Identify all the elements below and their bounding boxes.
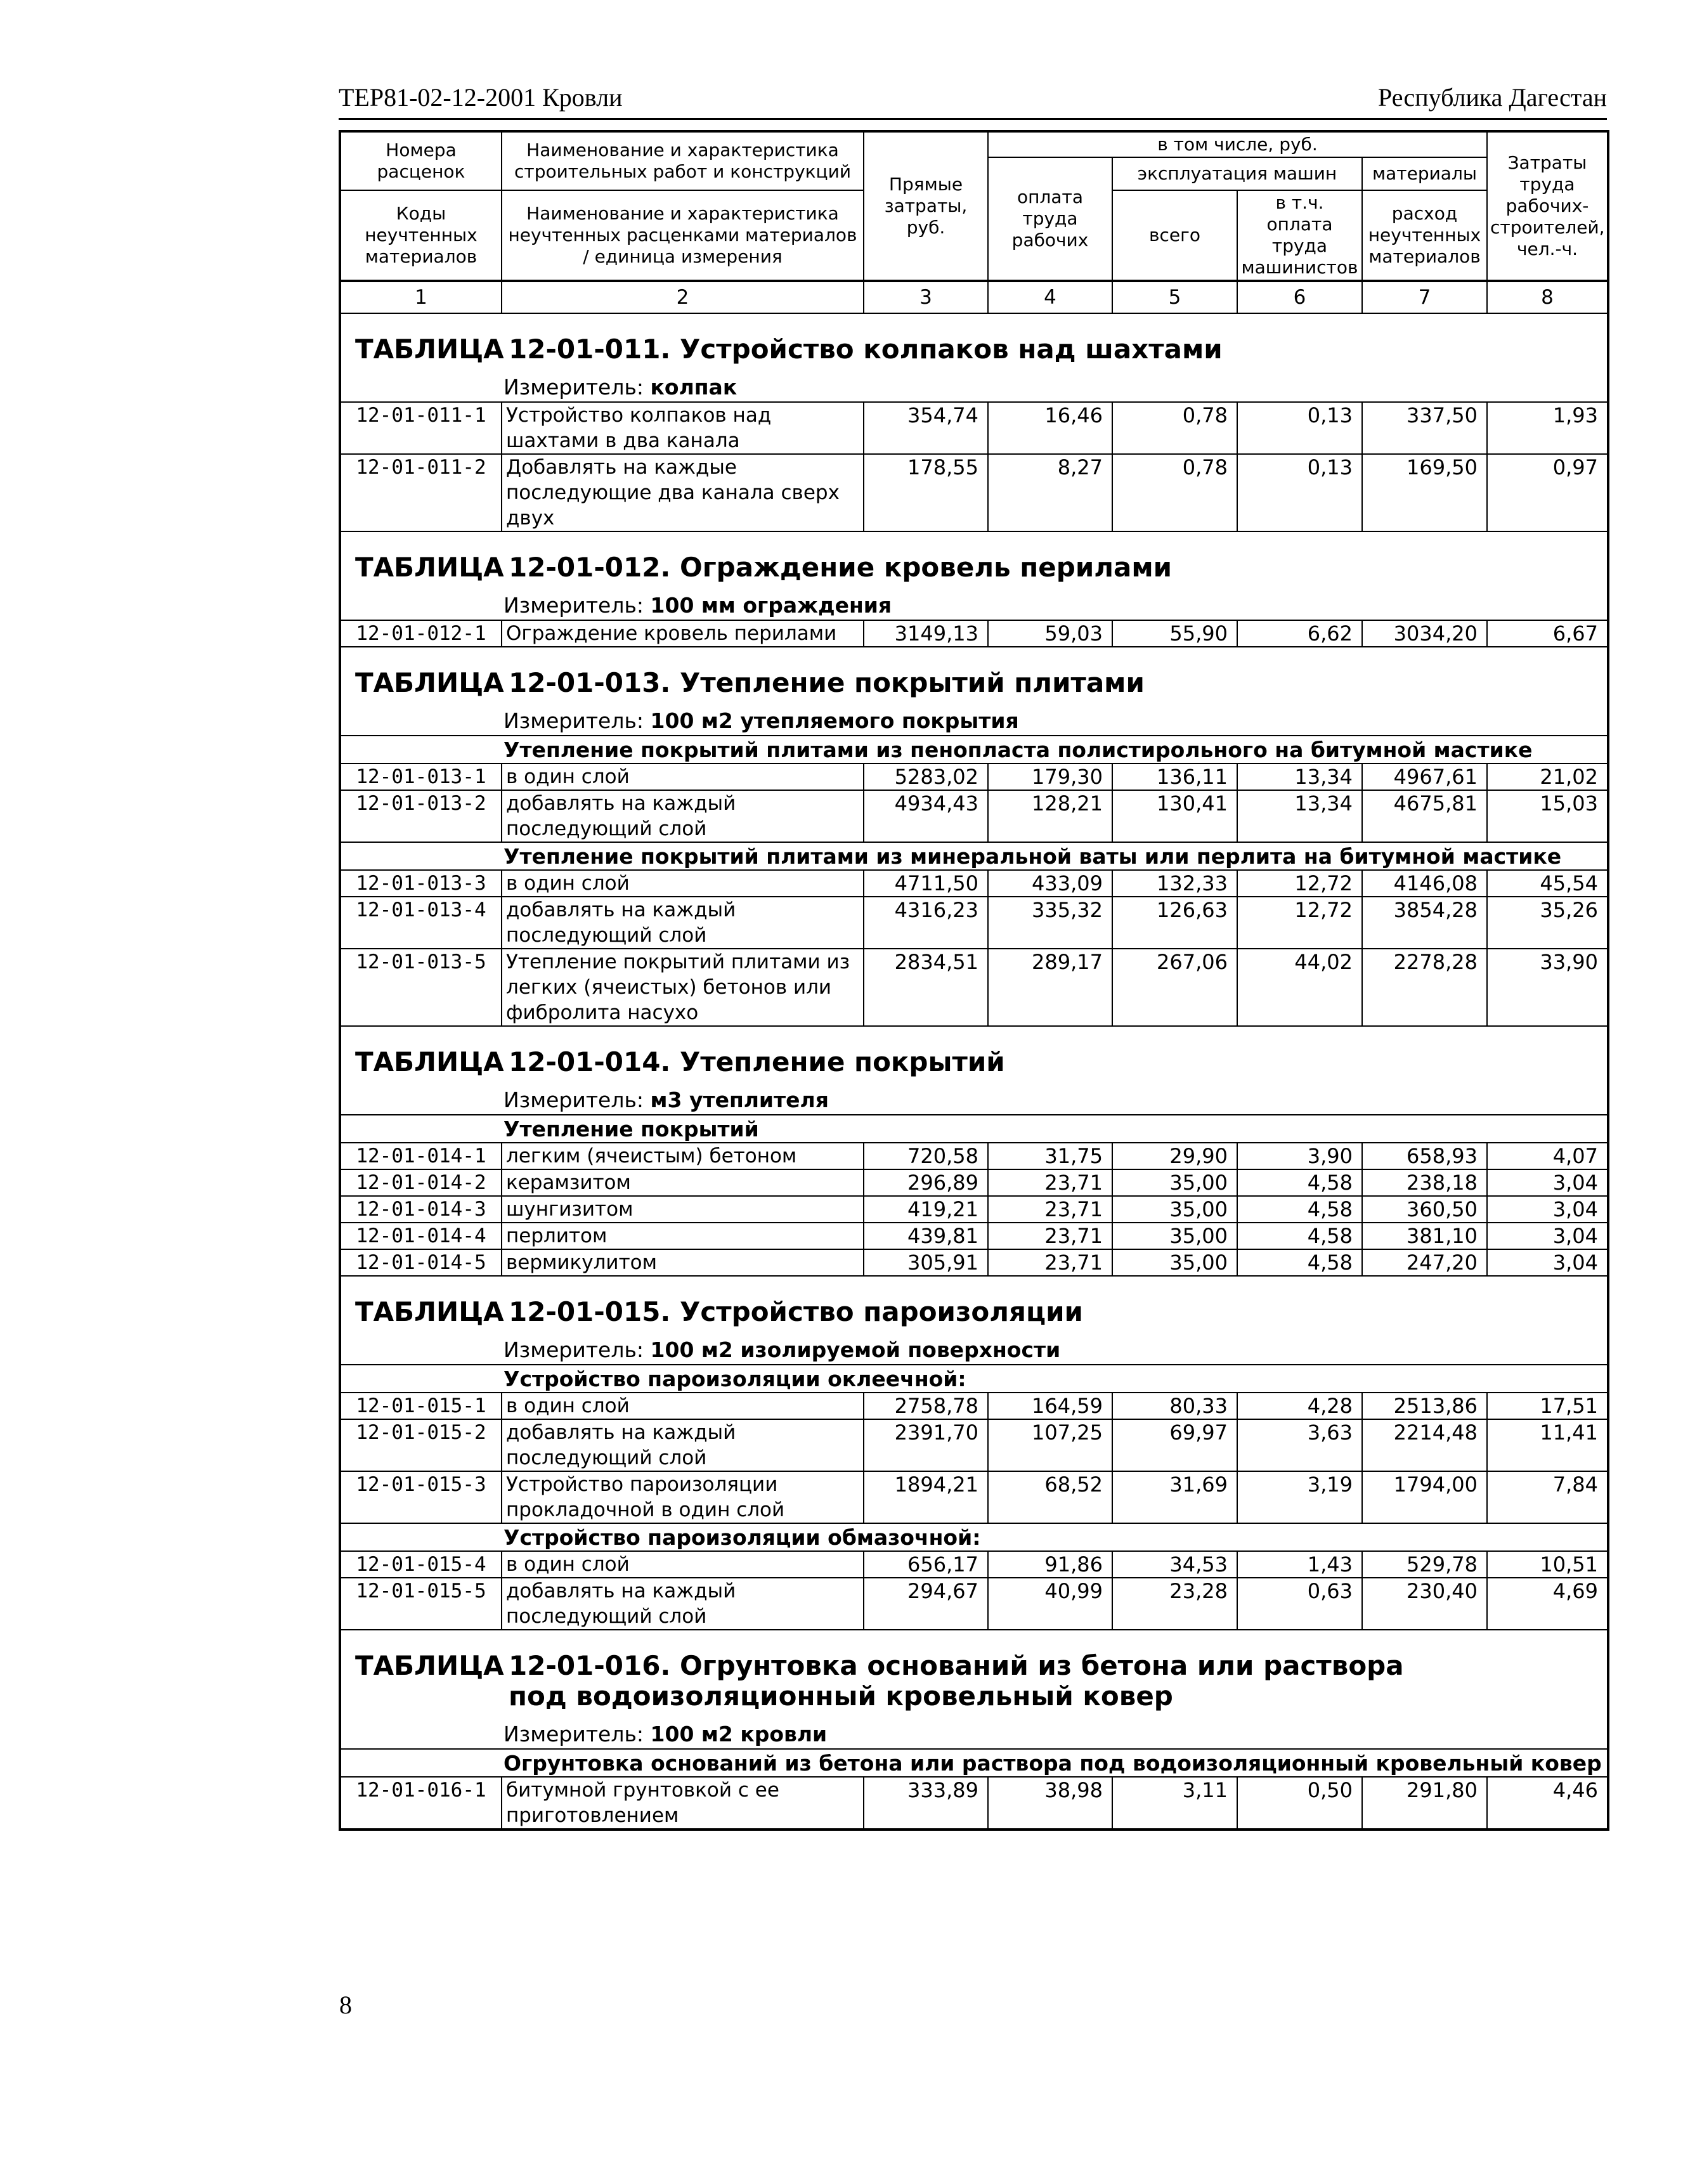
rate-code: 12-01-013-1 [340,764,502,790]
value-machines: 29,90 [1112,1143,1237,1169]
value-hours: 7,84 [1487,1471,1608,1523]
col8-header: Затраты труда рабочих-строителей, чел.-ч. [1487,131,1608,281]
table-row [340,620,1608,647]
table-heading [509,1651,1460,1712]
table-body [340,313,1608,1830]
table-label: ТАБЛИЦА [355,552,504,583]
value-direct: 2758,78 [864,1393,988,1419]
work-name: перлитом [502,1223,864,1249]
value-machines: 130,41 [1112,790,1237,842]
value-direct: 296,89 [864,1169,988,1196]
column-number: 8 [1487,281,1608,313]
value-hours: 4,69 [1487,1578,1608,1630]
table-label: ТАБЛИЦА [355,1650,504,1681]
table-row [340,1249,1608,1276]
value-direct: 178,55 [864,454,988,531]
value-direct: 333,89 [864,1777,988,1830]
unit-cell [340,705,1608,736]
work-name: в один слой [502,764,864,790]
table-title [340,1276,1608,1334]
value-direct: 5283,02 [864,764,988,790]
value-direct: 4934,43 [864,790,988,842]
value-operators: 3,19 [1237,1471,1362,1523]
table-title-row [340,1026,1608,1084]
value-machines: 69,97 [1112,1419,1237,1471]
value-hours: 3,04 [1487,1196,1608,1223]
subsection-row [340,1749,1608,1777]
value-machines: 55,90 [1112,620,1237,647]
value-labor: 38,98 [988,1777,1112,1830]
value-labor: 8,27 [988,454,1112,531]
value-machines: 3,11 [1112,1777,1237,1830]
value-machines: 35,00 [1112,1223,1237,1249]
value-operators: 44,02 [1237,949,1362,1026]
unit-row [340,705,1608,736]
table-heading [509,1297,1083,1327]
table-code: 12-01-012. [509,552,671,583]
table-label: ТАБЛИЦА [355,1046,504,1077]
table-title [340,1026,1608,1084]
work-name: добавлять на каждый последующий слой [502,1419,864,1471]
unit-value: 100 м2 изолируемой поверхности [650,1337,1061,1362]
value-materials: 381,10 [1362,1223,1487,1249]
table-row [340,1471,1608,1523]
rates-table [339,130,1609,1831]
table-title-text: Ограждение кровель перилами [680,552,1173,583]
table-row [340,1393,1608,1419]
unit-row [340,1334,1608,1365]
table-row [340,1419,1608,1471]
column-number: 5 [1112,281,1237,313]
value-operators: 4,58 [1237,1169,1362,1196]
value-materials: 3854,28 [1362,897,1487,949]
table-heading [509,668,1145,698]
value-materials: 337,50 [1362,402,1487,454]
work-name: легким (ячеистым) бетоном [502,1143,864,1169]
document-code: ТЕР81-02-12-2001 Кровли [339,83,623,112]
rate-code: 12-01-012-1 [340,620,502,647]
value-hours: 3,04 [1487,1249,1608,1276]
subsection-title: Утепление покрытий плитами из пенопласта полистирольного на битумной мастике [340,736,1608,764]
rate-code: 12-01-014-3 [340,1196,502,1223]
running-header [339,82,1607,118]
value-operators: 13,34 [1237,790,1362,842]
subsection-row [340,1365,1608,1393]
value-machines: 31,69 [1112,1471,1237,1523]
value-labor: 433,09 [988,870,1112,897]
col6-header: в т.ч. оплата труда машинистов [1237,190,1362,281]
col1-top-header: Номера расценок [340,131,502,190]
table-row [340,870,1608,897]
column-numbers-row [340,281,1608,313]
unit-value: 100 м2 кровли [650,1722,828,1746]
subsection-row [340,842,1608,870]
column-number: 1 [340,281,502,313]
value-operators: 0,13 [1237,402,1362,454]
value-materials: 2214,48 [1362,1419,1487,1471]
value-labor: 179,30 [988,764,1112,790]
value-labor: 107,25 [988,1419,1112,1471]
value-machines: 35,00 [1112,1169,1237,1196]
value-materials: 238,18 [1362,1169,1487,1196]
column-number: 6 [1237,281,1362,313]
unit-label: Измеритель: [503,593,644,618]
unit-value: 100 м2 утепляемого покрытия [650,708,1019,733]
table-title [340,531,1608,589]
value-direct: 419,21 [864,1196,988,1223]
value-materials: 360,50 [1362,1196,1487,1223]
subsection-title: Устройство пароизоляции обмазочной: [340,1523,1608,1551]
col7-header: расход неучтенных материалов [1362,190,1487,281]
col5-header: всего [1112,190,1237,281]
unit-cell [340,1084,1608,1115]
rate-code: 12-01-014-5 [340,1249,502,1276]
materials-header: материалы [1362,157,1487,190]
value-operators: 0,50 [1237,1777,1362,1830]
table-title-text: Огрунтовка оснований из бетона или раствора под водоизоляционный кровельный ковер [509,1650,1404,1712]
value-labor: 23,71 [988,1196,1112,1223]
value-direct: 439,81 [864,1223,988,1249]
value-operators: 0,63 [1237,1578,1362,1630]
value-labor: 59,03 [988,620,1112,647]
table-head [340,131,1608,313]
unit-cell [340,589,1608,620]
table-title-text: Утепление покрытий плитами [680,667,1145,698]
machines-header: эксплуатация машин [1112,157,1362,190]
unit-cell [340,1718,1608,1749]
value-operators: 13,34 [1237,764,1362,790]
work-name: битумной грунтовкой с ее приготовлением [502,1777,864,1830]
value-labor: 164,59 [988,1393,1112,1419]
value-materials: 247,20 [1362,1249,1487,1276]
table-label: ТАБЛИЦА [355,1296,504,1327]
work-name: вермикулитом [502,1249,864,1276]
group-header: в том числе, руб. [988,131,1487,157]
subsection-row [340,1115,1608,1143]
value-machines: 0,78 [1112,402,1237,454]
value-operators: 12,72 [1237,870,1362,897]
value-direct: 294,67 [864,1578,988,1630]
table-heading [509,334,1223,365]
work-name: добавлять на каждый последующий слой [502,897,864,949]
value-hours: 35,26 [1487,897,1608,949]
table-row [340,1777,1608,1830]
table-row [340,1551,1608,1578]
work-name: Утепление покрытий плитами из легких (ячеистых) бетонов или фибролита насухо [502,949,864,1026]
table-row [340,454,1608,531]
col2-bottom-header: Наименование и характеристика неучтенных расценками материалов / единица измерения [502,190,864,281]
unit-row [340,589,1608,620]
work-name: Добавлять на каждые последующие два канала сверх двух [502,454,864,531]
table-code: 12-01-013. [509,667,671,698]
value-hours: 11,41 [1487,1419,1608,1471]
value-machines: 132,33 [1112,870,1237,897]
value-labor: 23,71 [988,1223,1112,1249]
col3-header: Прямые затраты, руб. [864,131,988,281]
rate-code: 12-01-015-1 [340,1393,502,1419]
value-operators: 4,58 [1237,1196,1362,1223]
table-code: 12-01-015. [509,1296,671,1327]
unit-row [340,1718,1608,1749]
subsection-title: Огрунтовка оснований из бетона или раствора под водоизоляционный кровельный ковер [340,1749,1608,1777]
column-number: 2 [502,281,864,313]
value-machines: 23,28 [1112,1578,1237,1630]
table-code: 12-01-016. [509,1650,671,1681]
value-direct: 4711,50 [864,870,988,897]
unit-cell [340,1334,1608,1365]
value-direct: 354,74 [864,402,988,454]
value-operators: 3,63 [1237,1419,1362,1471]
value-materials: 2278,28 [1362,949,1487,1026]
work-name: в один слой [502,1393,864,1419]
value-operators: 4,58 [1237,1223,1362,1249]
table-row [340,1578,1608,1630]
value-labor: 16,46 [988,402,1112,454]
unit-row [340,371,1608,402]
table-code: 12-01-011. [509,334,671,365]
rate-code: 12-01-011-1 [340,402,502,454]
value-labor: 68,52 [988,1471,1112,1523]
table-row [340,949,1608,1026]
column-number: 4 [988,281,1112,313]
table-title-text: Устройство колпаков над шахтами [680,334,1223,365]
table-row [340,764,1608,790]
value-operators: 6,62 [1237,620,1362,647]
value-materials: 4146,08 [1362,870,1487,897]
value-labor: 23,71 [988,1249,1112,1276]
value-hours: 4,07 [1487,1143,1608,1169]
value-hours: 3,04 [1487,1169,1608,1196]
subsection-title: Утепление покрытий [340,1115,1608,1143]
value-operators: 4,58 [1237,1249,1362,1276]
table-row [340,1169,1608,1196]
column-number: 3 [864,281,988,313]
table-row [340,1223,1608,1249]
value-machines: 35,00 [1112,1196,1237,1223]
subsection-row [340,1523,1608,1551]
work-name: Ограждение кровель перилами [502,620,864,647]
value-materials: 658,93 [1362,1143,1487,1169]
table-heading [509,552,1172,583]
work-name: керамзитом [502,1169,864,1196]
value-machines: 0,78 [1112,454,1237,531]
value-direct: 2391,70 [864,1419,988,1471]
value-hours: 10,51 [1487,1551,1608,1578]
work-name: Устройство пароизоляции прокладочной в один слой [502,1471,864,1523]
value-hours: 3,04 [1487,1223,1608,1249]
table-heading [509,1047,1005,1077]
value-direct: 656,17 [864,1551,988,1578]
table-title-row [340,531,1608,589]
value-direct: 2834,51 [864,949,988,1026]
value-direct: 720,58 [864,1143,988,1169]
col1-bottom-header: Коды неучтенных материалов [340,190,502,281]
rate-code: 12-01-011-2 [340,454,502,531]
table-title-text: Утепление покрытий [680,1046,1005,1077]
value-labor: 40,99 [988,1578,1112,1630]
value-hours: 1,93 [1487,402,1608,454]
table-row [340,790,1608,842]
table-row [340,1143,1608,1169]
subsection-title: Утепление покрытий плитами из минеральной ваты или перлита на битумной мастике [340,842,1608,870]
value-operators: 4,28 [1237,1393,1362,1419]
value-machines: 136,11 [1112,764,1237,790]
table-code: 12-01-014. [509,1046,671,1077]
value-hours: 33,90 [1487,949,1608,1026]
value-labor: 91,86 [988,1551,1112,1578]
value-hours: 15,03 [1487,790,1608,842]
rate-code: 12-01-013-4 [340,897,502,949]
value-direct: 305,91 [864,1249,988,1276]
unit-value: м3 утеплителя [650,1088,829,1112]
header-rule [339,118,1607,120]
table-title-row [340,1276,1608,1334]
value-materials: 1794,00 [1362,1471,1487,1523]
work-name: шунгизитом [502,1196,864,1223]
value-labor: 23,71 [988,1169,1112,1196]
work-name: добавлять на каждый последующий слой [502,790,864,842]
value-direct: 3149,13 [864,620,988,647]
table-title-row [340,1630,1608,1718]
table-title [340,1630,1608,1718]
col4-header: оплата труда рабочих [988,157,1112,281]
table-label: ТАБЛИЦА [355,667,504,698]
unit-label: Измеритель: [503,1088,644,1112]
unit-label: Измеритель: [503,1722,644,1746]
value-hours: 17,51 [1487,1393,1608,1419]
rate-code: 12-01-013-3 [340,870,502,897]
value-operators: 0,13 [1237,454,1362,531]
value-materials: 169,50 [1362,454,1487,531]
unit-cell [340,371,1608,402]
value-machines: 80,33 [1112,1393,1237,1419]
rate-code: 12-01-014-1 [340,1143,502,1169]
table-title-row [340,313,1608,371]
value-hours: 6,67 [1487,620,1608,647]
work-name: в один слой [502,1551,864,1578]
value-materials: 291,80 [1362,1777,1487,1830]
value-materials: 4675,81 [1362,790,1487,842]
value-labor: 289,17 [988,949,1112,1026]
work-name: добавлять на каждый последующий слой [502,1578,864,1630]
table-row [340,897,1608,949]
value-materials: 2513,86 [1362,1393,1487,1419]
value-machines: 126,63 [1112,897,1237,949]
table-label: ТАБЛИЦА [355,334,504,365]
subsection-title: Устройство пароизоляции оклеечной: [340,1365,1608,1393]
unit-value: колпак [650,375,737,400]
value-materials: 4967,61 [1362,764,1487,790]
unit-value: 100 мм ограждения [650,593,892,618]
value-materials: 3034,20 [1362,620,1487,647]
rate-code: 12-01-014-4 [340,1223,502,1249]
rate-code: 12-01-013-2 [340,790,502,842]
unit-row [340,1084,1608,1115]
col2-top-header: Наименование и характеристика строительных работ и конструкций [502,131,864,190]
work-name: Устройство колпаков над шахтами в два канала [502,402,864,454]
value-hours: 21,02 [1487,764,1608,790]
value-operators: 1,43 [1237,1551,1362,1578]
page-number: 8 [339,1991,352,2019]
work-name: в один слой [502,870,864,897]
value-direct: 4316,23 [864,897,988,949]
rate-code: 12-01-013-5 [340,949,502,1026]
table-title-text: Устройство пароизоляции [680,1296,1083,1327]
table-row [340,1196,1608,1223]
value-machines: 267,06 [1112,949,1237,1026]
rate-code: 12-01-015-4 [340,1551,502,1578]
column-number: 7 [1362,281,1487,313]
value-labor: 31,75 [988,1143,1112,1169]
value-direct: 1894,21 [864,1471,988,1523]
region-name: Республика Дагестан [1378,83,1607,112]
value-operators: 3,90 [1237,1143,1362,1169]
value-hours: 45,54 [1487,870,1608,897]
rate-code: 12-01-016-1 [340,1777,502,1830]
value-operators: 12,72 [1237,897,1362,949]
rate-code: 12-01-015-5 [340,1578,502,1630]
table-title [340,313,1608,371]
value-hours: 4,46 [1487,1777,1608,1830]
unit-label: Измеритель: [503,375,644,400]
value-materials: 230,40 [1362,1578,1487,1630]
rate-code: 12-01-015-3 [340,1471,502,1523]
table-row [340,402,1608,454]
table-title [340,647,1608,705]
value-labor: 335,32 [988,897,1112,949]
rate-code: 12-01-015-2 [340,1419,502,1471]
value-machines: 35,00 [1112,1249,1237,1276]
rate-code: 12-01-014-2 [340,1169,502,1196]
value-labor: 128,21 [988,790,1112,842]
subsection-row [340,736,1608,764]
unit-label: Измеритель: [503,1337,644,1362]
value-materials: 529,78 [1362,1551,1487,1578]
table-title-row [340,647,1608,705]
value-hours: 0,97 [1487,454,1608,531]
unit-label: Измеритель: [503,708,644,733]
value-machines: 34,53 [1112,1551,1237,1578]
